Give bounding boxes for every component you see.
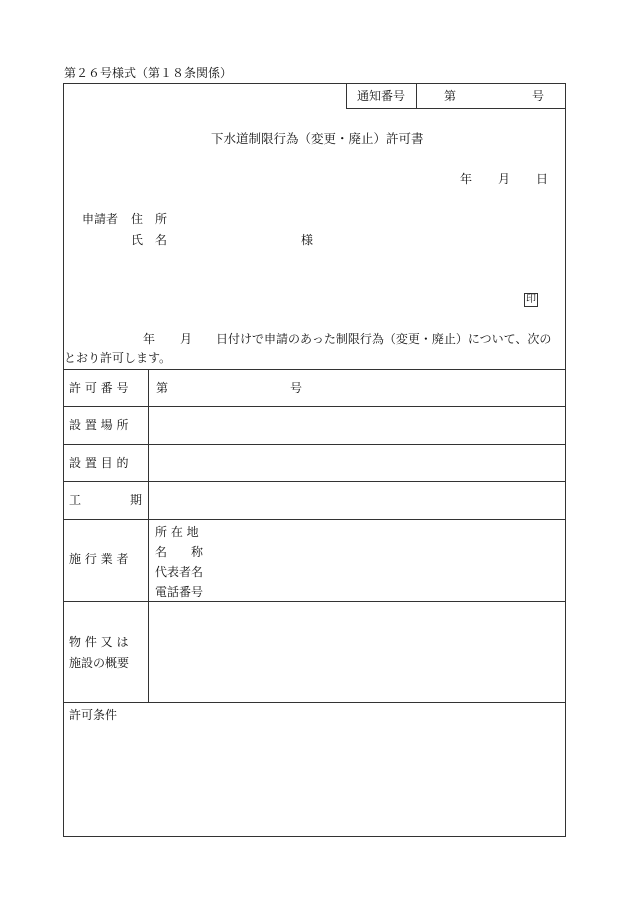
row-divider	[63, 444, 566, 445]
applicant-honorific: 様	[301, 233, 314, 247]
seal-icon: 印	[526, 294, 536, 305]
form-frame	[63, 83, 566, 837]
contractor-field-name: 名 称	[155, 545, 204, 559]
contractor-label: 施 行 業 者	[69, 552, 129, 566]
date-day: 日	[536, 172, 549, 186]
row-divider	[63, 519, 566, 520]
notification-prefix: 第	[444, 89, 457, 103]
permit-number-label: 許 可 番 号	[69, 381, 129, 395]
row-divider	[63, 406, 566, 407]
overview-label-line1: 物 件 又 は	[69, 635, 129, 649]
label-column-divider	[148, 369, 149, 702]
contractor-field-phone: 電話番号	[155, 585, 204, 599]
notification-divider	[416, 83, 417, 109]
body-year: 年	[143, 332, 156, 346]
purpose-label: 設 置 目 的	[69, 456, 129, 470]
table-top-line	[63, 369, 566, 370]
row-divider	[63, 601, 566, 602]
date-year: 年	[460, 172, 473, 186]
overview-label-line2: 施設の概要	[69, 656, 130, 670]
contractor-field-representative: 代表者名	[155, 565, 204, 579]
permit-number-suffix: 号	[290, 381, 303, 395]
permit-number-prefix: 第	[156, 381, 169, 395]
period-label-right: 期	[130, 493, 143, 507]
applicant-name-label: 氏 名	[131, 233, 168, 247]
row-divider	[63, 481, 566, 482]
body-line1: 日付けで申請のあった制限行為（変更・廃止）について、次の	[216, 332, 552, 346]
row-divider	[63, 702, 566, 703]
notification-label: 通知番号	[357, 89, 406, 103]
form-number: 第２６号様式（第１８条関係）	[64, 66, 233, 80]
date-month: 月	[498, 172, 511, 186]
applicant-address-label: 住 所	[131, 212, 168, 226]
body-month: 月	[180, 332, 193, 346]
contractor-field-address: 所 在 地	[155, 525, 199, 539]
conditions-label: 許可条件	[69, 708, 118, 722]
document-title: 下水道制限行為（変更・廃止）許可書	[211, 131, 424, 146]
notification-suffix: 号	[532, 89, 545, 103]
location-label: 設 置 場 所	[69, 418, 129, 432]
period-label-left: 工	[69, 493, 82, 507]
applicant-label: 申請者	[82, 212, 119, 226]
body-line2: とおり許可します。	[64, 351, 172, 365]
